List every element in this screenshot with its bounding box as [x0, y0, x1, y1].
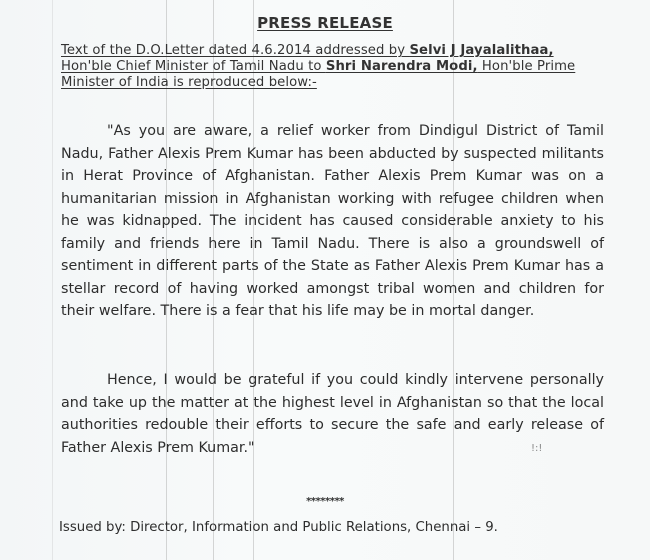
intro-text	[61, 43, 606, 91]
intro-part2: Hon'ble Chief Minister of Tamil Nadu to	[61, 59, 326, 74]
margin-mark: !:!	[531, 443, 543, 454]
intro-part3: Hon'ble Prime Minister of India is reproduced below:-	[61, 59, 576, 90]
separator: ********	[306, 496, 344, 507]
intro-sender: Selvi J Jayalalithaa,	[409, 43, 554, 58]
issued-by: Issued by: Director, Information and Public Relations, Chennai – 9.	[59, 520, 498, 535]
paragraph-text: Hence, I would be grateful if you could kindly intervene personally and take up the matter at the highest level in Afghanistan so that the local authorities redouble their efforts to secure the safe and early release of Father Alexis Prem Kumar."	[61, 372, 604, 456]
page-title	[0, 14, 650, 32]
paragraph-text: "As you are aware, a relief worker from Dindigul District of Tamil Nadu, Father Alexis Prem Kumar has been abducted by suspected militants in Herat Province of Afghanistan. Father Alexis Prem Kumar was on a humanitarian mission in Afghanistan working with refugee children when he was kidnapped. The incident has caused considerable anxiety to his family and friends here in Tamil Nadu. There is also a groundswell of sentiment in different parts of the State as Father Alexis Prem Kumar has a stellar record of having worked amongst tribal women and children for their welfare. There is a fear that his life may be in mortal danger.	[61, 123, 604, 319]
letter-paragraph-1	[61, 120, 604, 323]
intro-recipient: Shri Narendra Modi,	[325, 59, 478, 74]
intro-part1: Text of the D.O.Letter dated 4.6.2014 addressed by	[61, 43, 410, 58]
title-text: PRESS RELEASE	[257, 14, 393, 32]
letter-paragraph-2	[61, 369, 604, 459]
scan-line	[52, 0, 53, 560]
